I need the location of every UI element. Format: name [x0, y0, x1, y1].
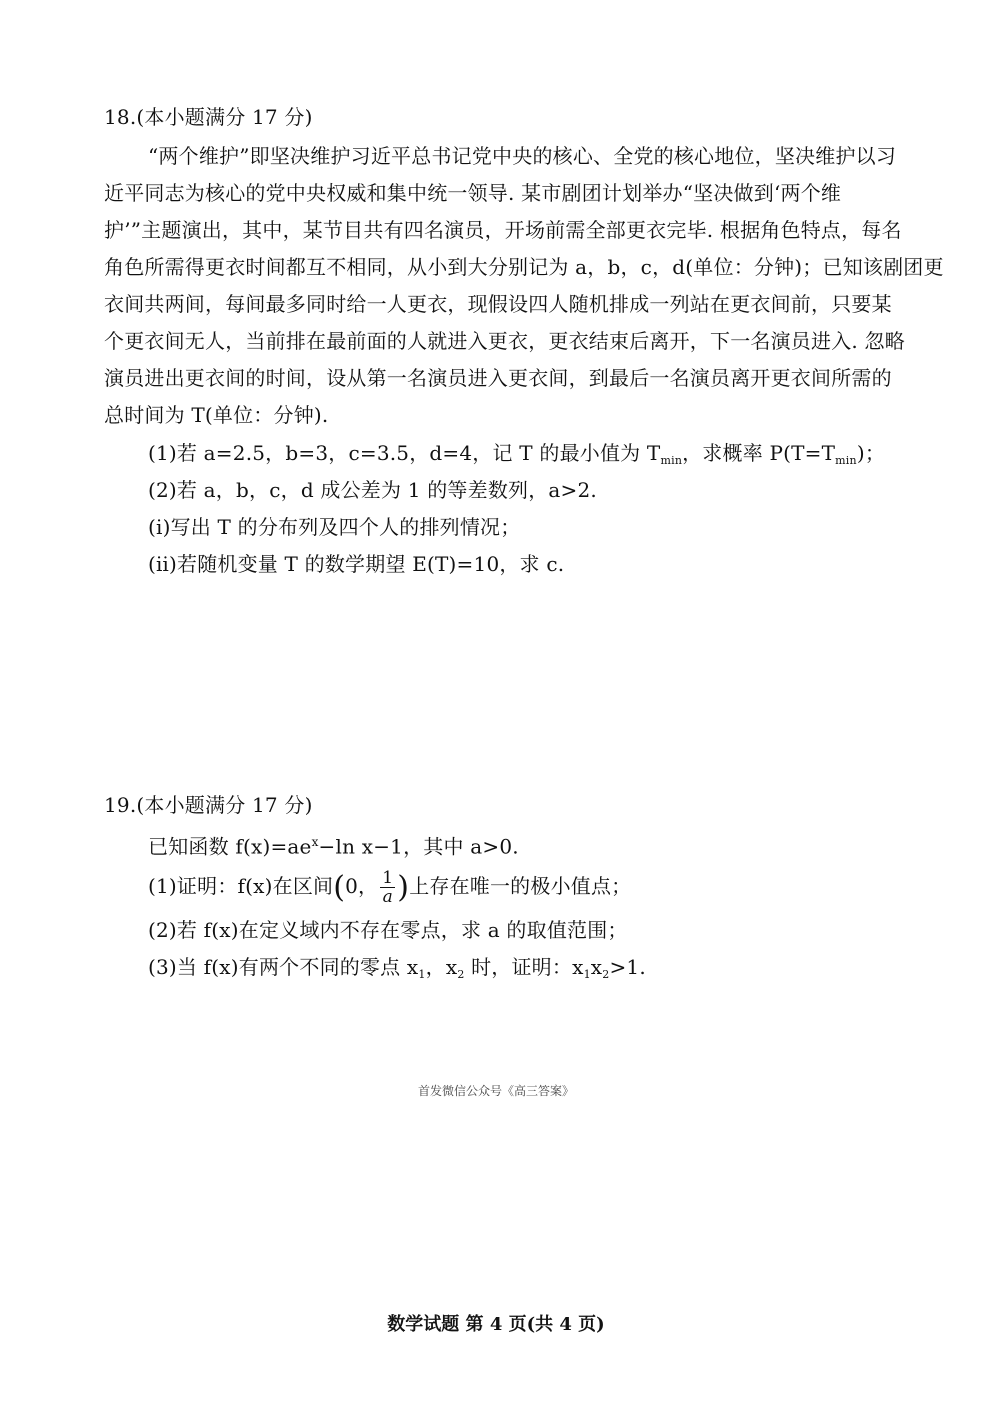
q19-sub-3: 1 [583, 968, 591, 981]
one-over-a-fraction [380, 869, 395, 906]
q18-stem-line-8: 总时间为 T(单位：分钟). [104, 403, 329, 427]
q19-part-1-interval-left: 0， [345, 874, 379, 898]
q18-header: 18.(本小题满分 17 分) [104, 105, 313, 129]
fraction-denominator: a [382, 887, 393, 907]
q18-stem-line-5: 衣间共两间，每间最多同时给一人更衣，现假设四人随机排成一列站在更衣间前，只要某 [104, 292, 892, 316]
q19-part-3-pre: (3)当 f(x)有两个不同的零点 x [148, 955, 419, 979]
q19-stem-tail: −ln x−1，其中 a>0. [318, 834, 519, 859]
q18-stem-line-3: 护’”主题演出，其中，某节目共有四名演员，开场前需全部更衣完毕. 根据角色特点，每名 [104, 218, 902, 242]
watermark-text: 首发微信公众号《高三答案》 [417, 1084, 574, 1098]
q19-part-1-post: 上存在唯一的极小值点； [409, 874, 632, 898]
q18-part-1-sub: min [660, 454, 683, 467]
fraction-numerator: 1 [382, 868, 394, 888]
q18-part-1-sub-2: min [835, 454, 857, 467]
right-paren-glyph: ) [397, 870, 410, 905]
page-footer: 数学试题 第 4 页(共 4 页) [387, 1314, 605, 1335]
q19-part-3-mid: ，x [425, 955, 458, 979]
left-paren-glyph: ( [333, 870, 346, 905]
q18-stem-line-2: 近平同志为核心的党中央权威和集中统一领导. 某市剧团计划举办“坚决做到‘两个维 [104, 181, 842, 205]
q18-part-2-i: (ⅰ)写出 T 的分布列及四个人的排列情况； [148, 515, 521, 539]
q18-part-1 [148, 440, 885, 474]
q19-part-3-end: >1. [609, 955, 646, 979]
q19-sub-4: 2 [602, 968, 610, 981]
q18-part-1-end: )； [856, 441, 886, 465]
q19-part-3 [148, 954, 646, 988]
q18-stem-line-7: 演员进出更衣间的时间，设从第一名演员进入更衣间，到最后一名演员离开更衣间所需的 [104, 366, 892, 390]
q18-stem-line-4: 角色所需得更衣时间都互不相同，从小到大分别记为 a，b，c，d(单位：分钟)；已知该剧团更 [104, 255, 944, 279]
q19-header: 19.(本小题满分 17 分) [104, 793, 313, 817]
q19-part-3-mid2: 时，证明：x [464, 955, 584, 979]
q18-stem-line-6: 个更衣间无人，当前排在最前面的人就进入更衣，更衣结束后离开，下一名演员进入. 忽略 [104, 329, 905, 353]
q18-part-1-tail: ，求概率 P(T=T [682, 441, 836, 465]
q19-sub-2: 2 [457, 968, 465, 981]
q19-sub-1: 1 [418, 968, 426, 981]
q18-stem-line-1: “两个维护”即坚决维护习近平总书记党中央的核心、全党的核心地位，坚决维护以习 [148, 144, 897, 168]
q19-stem-sup: x [311, 835, 319, 849]
q18-part-1-text: (1)若 a=2.5，b=3，c=3.5，d=4，记 T 的最小值为 T [148, 441, 661, 465]
q19-stem [148, 829, 519, 860]
q19-part-1 [148, 866, 631, 908]
q18-part-2: (2)若 a，b，c，d 成公差为 1 的等差数列，a>2. [148, 478, 597, 502]
q19-part-3-mid3: x [590, 955, 603, 979]
q19-part-1-pre: (1)证明：f(x)在区间 [148, 874, 334, 898]
q18-part-2-ii: (ⅱ)若随机变量 T 的数学期望 E(T)=10，求 c. [148, 552, 565, 576]
q19-stem-text: 已知函数 f(x)=ae [148, 834, 312, 859]
q19-part-2: (2)若 f(x)在定义域内不存在零点，求 a 的取值范围； [148, 918, 628, 942]
